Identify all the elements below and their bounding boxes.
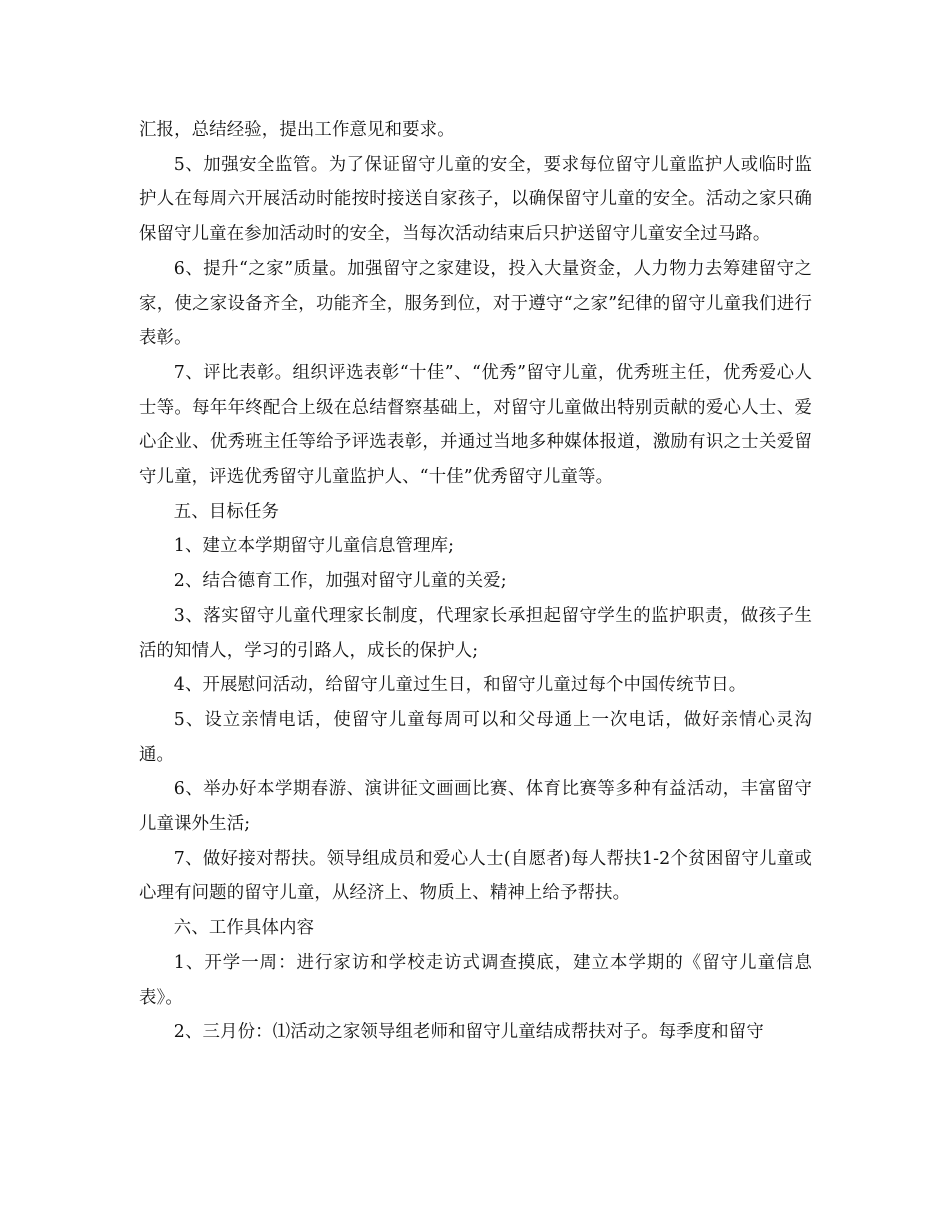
list-item-work-1: 1、开学一周：进行家访和学校走访式调查摸底，建立本学期的《留守儿童信息表》。 [139, 952, 812, 1008]
paragraph-report-continuation: 汇报，总结经验，提出工作意见和要求。 [139, 120, 455, 140]
list-item-goal-1: 1、建立本学期留守儿童信息管理库; [173, 536, 455, 557]
document-body [139, 113, 812, 1050]
list-item-goal-2: 2、结合德育工作，加强对留守儿童的关爱; [173, 571, 507, 592]
paragraph-safety-supervision: 5、加强安全监管。为了保证留守儿童的安全，要求每位留守儿童监护人或临时监护人在每周六开展活动时能按时接送自家孩子，以确保留守儿童的安全。活动之家只确保留守儿童在参加活动时的安全，当每次活动结束后只护送留守儿童安全过马路。 [139, 154, 812, 245]
list-item-goal-7: 7、做好接对帮扶。领导组成员和爱心人士(自愿者)每人帮扶1-2个贫困留守儿童或心理有问题的留守儿童，从经济上、物质上、精神上给予帮扶。 [139, 848, 812, 904]
list-item-goal-3: 3、落实留守儿童代理家长制度，代理家长承担起留守学生的监护职责，做孩子生活的知情人，学习的引路人，成长的保护人; [139, 605, 812, 661]
section-heading-work-content: 六、工作具体内容 [173, 918, 315, 939]
paragraph-commendation: 7、评比表彰。组织评选表彰“十佳”、“优秀”留守儿童，优秀班主任，优秀爱心人士等。每年年终配合上级在总结督察基础上，对留守儿童做出特别贡献的爱心人士、爱心企业、优秀班主任等给予评选表彰，并通过当地多种媒体报道，激励有识之士关爱留守儿童，评选优秀留守儿童监护人、“十佳”优秀留守儿童等。 [139, 362, 812, 488]
list-item-work-2: 2、三月份：⑴活动之家领导组老师和留守儿童结成帮扶对子。每季度和留守 [173, 1022, 764, 1043]
list-item-goal-6: 6、举办好本学期春游、演讲征文画画比赛、体育比赛等多种有益活动，丰富留守儿童课外生活; [139, 779, 812, 835]
paragraph-home-quality: 6、提升“之家”质量。加强留守之家建设，投入大量资金，人力物力去筹建留守之家，使之家设备齐全，功能齐全，服务到位，对于遵守“之家”纪律的留守儿童我们进行表彰。 [139, 258, 812, 349]
section-heading-goals: 五、目标任务 [173, 501, 280, 522]
list-item-goal-5: 5、设立亲情电话，使留守儿童每周可以和父母通上一次电话，做好亲情心灵沟通。 [139, 709, 812, 765]
list-item-goal-4: 4、开展慰问活动，给留守儿童过生日，和留守儿童过每个中国传统节日。 [173, 675, 747, 696]
